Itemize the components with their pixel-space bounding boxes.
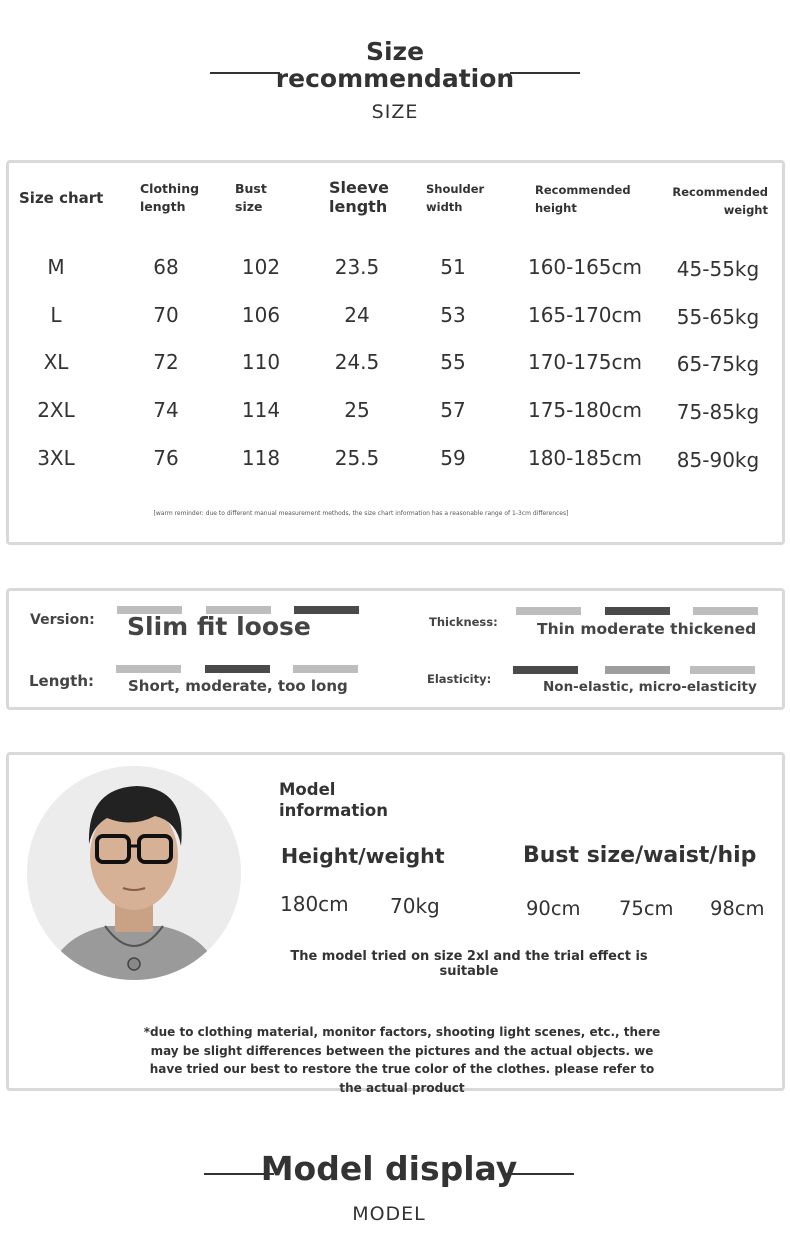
cell-height: 165-170cm [527,303,643,327]
cell-height: 180-185cm [527,446,643,470]
cell-shoulder: 59 [440,446,466,470]
col-header-recommended-height: Recommended height [535,183,631,215]
page-title: Size recommendation [275,37,515,93]
model-portrait-illustration [27,766,241,980]
scale-segment [205,665,270,673]
scale-segment [690,666,755,674]
model-height: 180cm [280,892,349,916]
scale-segment [293,665,358,673]
cell-clothing-length: 76 [153,446,179,470]
height-weight-label: Height/weight [281,844,445,868]
scale-segment [605,666,670,674]
model-hip: 98cm [710,897,765,920]
trial-note: The model tried on size 2xl and the trial effect is suitable [290,949,648,979]
version-label: Version: [30,612,95,628]
elasticity-value: Non-elastic, micro-elasticity [543,679,757,695]
cell-height: 160-165cm [527,255,643,279]
cell-bust: 102 [241,255,281,279]
page-subtitle: SIZE [371,101,419,123]
elasticity-label: Elasticity: [427,672,492,686]
model-info-title: Model information [279,780,389,820]
col-header-bust-size: Bust size [235,181,267,214]
col-header-sleeve-length: Sleeve length [329,178,389,216]
length-value: Short, moderate, too long [128,677,348,695]
col-header-recommended-weight: Recommended weight [672,185,768,217]
length-label: Length: [29,672,94,690]
cell-size: L [50,303,62,327]
cell-weight: 65-75kg [676,352,760,376]
cell-height: 170-175cm [527,350,643,374]
cell-sleeve: 23.5 [334,255,380,279]
cell-bust: 110 [241,350,281,374]
cell-size: 2XL [37,398,75,422]
cell-shoulder: 53 [440,303,466,327]
cell-size: M [47,255,65,279]
cell-clothing-length: 72 [153,350,179,374]
cell-sleeve: 25 [344,398,370,422]
cell-sleeve: 24.5 [334,350,380,374]
cell-sleeve: 24 [344,303,370,327]
version-value: Slim fit loose [127,612,311,641]
col-header-shoulder-width: Shoulder width [426,182,485,214]
bwh-label: Bust size/waist/hip [523,843,757,868]
cell-bust: 114 [241,398,281,422]
footer-title: Model display [260,1149,518,1188]
cell-bust: 118 [241,446,281,470]
cell-weight: 55-65kg [676,305,760,329]
cell-clothing-length: 74 [153,398,179,422]
col-header-size-chart: Size chart [19,189,104,207]
cell-sleeve: 25.5 [334,446,380,470]
color-disclaimer: *due to clothing material, monitor factors, shooting light scenes, etc., there may be slight differences between the pictures and the actual objects. we have tried our best to restore the true color of the clothes. please refer to the actual product [143,1025,661,1095]
size-chart-note: [warm reminder: due to different manual measurement methods, the size chart information has a reasonable range of 1-3cm differences] [153,510,569,517]
model-photo [27,766,241,980]
cell-weight: 75-85kg [676,400,760,424]
cell-shoulder: 57 [440,398,466,422]
cell-clothing-length: 68 [153,255,179,279]
cell-size: XL [43,350,69,374]
cell-weight: 85-90kg [676,448,760,472]
model-waist: 75cm [619,897,674,920]
cell-weight: 45-55kg [676,257,760,281]
model-weight: 70kg [390,894,440,918]
scale-segment [516,607,581,615]
cell-shoulder: 51 [440,255,466,279]
col-header-clothing-length: Clothing length [140,181,200,214]
cell-bust: 106 [241,303,281,327]
cell-clothing-length: 70 [153,303,179,327]
cell-shoulder: 55 [440,350,466,374]
cell-height: 175-180cm [527,398,643,422]
cell-size: 3XL [37,446,75,470]
scale-segment [116,665,181,673]
thickness-label: Thickness: [429,615,498,629]
scale-segment [605,607,670,615]
model-bust: 90cm [526,897,581,920]
scale-segment [693,607,758,615]
thickness-value: Thin moderate thickened [537,620,757,638]
footer-subtitle: MODEL [352,1203,426,1225]
scale-segment [513,666,578,674]
